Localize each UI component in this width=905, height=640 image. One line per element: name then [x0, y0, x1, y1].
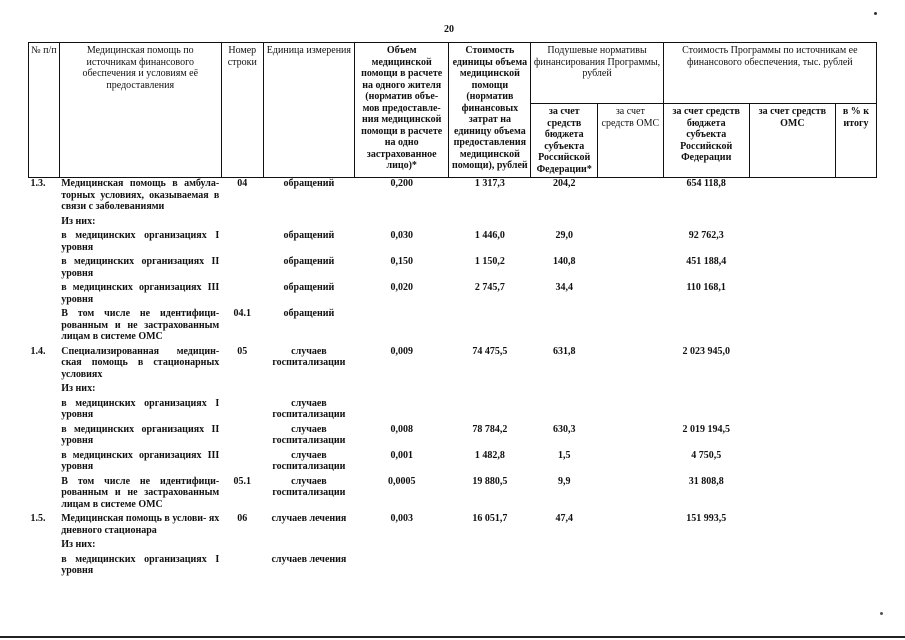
cell-description: в медицинских организациях I уровня [61, 397, 220, 420]
cell-percap-oms [598, 213, 664, 228]
cell-program-oms [749, 395, 835, 421]
cell-description: в медицинских организациях III уровня [61, 449, 220, 472]
cell-num [29, 253, 60, 279]
header-program-oms: за счет средств ОМС [749, 104, 835, 178]
scan-dot-top [874, 12, 877, 15]
header-program-pct: в % к итогу [835, 104, 876, 178]
cell-program-budget: 92 762,3 [688, 230, 724, 241]
cell-line-number: 06 [237, 513, 248, 524]
cell-program-budget: 654 118,8 [686, 178, 726, 189]
cell-percap-oms [598, 343, 664, 381]
page-number: 20 [444, 24, 454, 35]
cell-program-oms [749, 536, 835, 551]
cell-num [29, 305, 60, 343]
cell-line-number: 04 [237, 178, 248, 189]
cell-program-budget: 110 168,1 [686, 282, 726, 293]
cell-num [29, 421, 60, 447]
cell-unit [263, 380, 354, 395]
cell-program-pct [835, 227, 876, 253]
cell-volume: 0,008 [390, 423, 413, 435]
cell-unit: случаев лечения [271, 553, 347, 565]
cell-line-number: 04.1 [233, 308, 252, 319]
cell-percap-oms [598, 551, 664, 577]
cell-program-oms [749, 421, 835, 447]
cell-unit: случаев госпитализации [272, 449, 346, 472]
cell-description: Из них: [61, 383, 96, 394]
cell-volume: 0,0005 [387, 475, 416, 487]
cell-percap-budget: 1,5 [557, 449, 571, 461]
cell-percap-oms [598, 279, 664, 305]
program-cost-table [28, 42, 877, 577]
cell-line-number [221, 551, 263, 577]
cell-unit: обращений [283, 256, 335, 267]
cell-unit-cost: 1 317,3 [474, 178, 505, 189]
cell-program-pct [835, 447, 876, 473]
cell-program-oms [749, 279, 835, 305]
cell-line-number [221, 536, 263, 551]
cell-percap-oms [598, 447, 664, 473]
cell-unit: случаев лечения [271, 513, 347, 524]
cell-percap-budget [531, 213, 598, 228]
cell-volume: 0,150 [390, 256, 413, 267]
cell-percap-budget [531, 305, 598, 343]
cell-percap-budget: 47,4 [555, 513, 573, 524]
table-row [29, 213, 877, 228]
cell-num: 1.3. [30, 178, 46, 189]
cell-percap-budget: 631,8 [552, 345, 576, 357]
cell-program-pct [835, 380, 876, 395]
cell-percap-oms [598, 421, 664, 447]
cell-unit-cost: 74 475,5 [472, 345, 508, 357]
cell-program-pct [835, 279, 876, 305]
cell-volume [355, 380, 449, 395]
cell-line-number [221, 380, 263, 395]
header-program: Стоимость Программы по источникам ее финансового обеспечения, тыс. рублей [663, 43, 876, 104]
cell-unit-cost: 2 745,7 [474, 282, 505, 293]
cell-description: В том числе не идентифици- рованным и не застрахованным лицам в системе ОМС [61, 475, 220, 510]
cell-percap-budget: 204,2 [552, 178, 576, 189]
cell-num [29, 395, 60, 421]
table-row [29, 510, 877, 536]
table-row [29, 343, 877, 381]
cell-program-pct [835, 473, 876, 511]
cell-num [29, 551, 60, 577]
cell-volume [355, 305, 449, 343]
cell-unit: случаев госпитализации [272, 423, 346, 446]
cell-program-oms [749, 227, 835, 253]
cell-percap-budget: 29,0 [555, 230, 573, 241]
cell-description: Медицинская помощь в амбула- торных условиях, оказываемая в связи с заболеваниями [61, 178, 220, 212]
cell-num [29, 279, 60, 305]
cell-program-budget: 151 993,5 [686, 513, 727, 524]
cell-line-number: 05 [237, 345, 248, 357]
cell-line-number [221, 279, 263, 305]
cell-description: в медицинских организациях I уровня [61, 230, 220, 253]
table-row [29, 253, 877, 279]
cell-line-number [221, 447, 263, 473]
cell-unit-cost [449, 395, 531, 421]
header-percap-budget: за счет средств бюджета субъекта Российской Федерации* [531, 104, 598, 178]
cell-program-budget: 4 750,5 [691, 449, 722, 461]
cell-description: в медицинских организациях III уровня [61, 282, 220, 305]
table-body [29, 178, 877, 577]
cell-percap-oms [598, 178, 664, 213]
cell-program-budget: 451 188,4 [686, 256, 727, 267]
cell-program-oms [749, 473, 835, 511]
header-percap-oms: за счет средств ОМС [598, 104, 664, 178]
cell-program-pct [835, 395, 876, 421]
table-row [29, 551, 877, 577]
cell-percap-oms [598, 536, 664, 551]
cell-program-budget [663, 536, 749, 551]
cell-unit: обращений [283, 230, 335, 241]
cell-percap-budget: 34,4 [555, 282, 573, 293]
cell-program-pct [835, 551, 876, 577]
cell-program-budget [663, 380, 749, 395]
cell-line-number [221, 395, 263, 421]
cell-program-oms [749, 178, 835, 213]
cell-unit-cost: 16 051,7 [472, 513, 508, 524]
cell-unit-cost [449, 536, 531, 551]
table-row [29, 395, 877, 421]
cell-num [29, 380, 60, 395]
cell-num [29, 536, 60, 551]
cell-unit-cost: 78 784,2 [472, 423, 508, 435]
cell-program-oms [749, 510, 835, 536]
cell-unit: случаев госпитализации [272, 475, 346, 498]
cell-description: В том числе не идентифици- рованным и не застрахованным лицам в системе ОМС [61, 308, 220, 342]
cell-percap-budget: 140,8 [552, 256, 576, 267]
cell-volume [355, 213, 449, 228]
table-row [29, 421, 877, 447]
cell-num [29, 447, 60, 473]
header-volume: Объем медицинской помощи в расчете на одного жителя (норматив объе- мов предоставле- ния медицинской помощи в расчете на одно застрахованное лицо)* [355, 43, 449, 178]
cell-unit-cost [449, 380, 531, 395]
cell-unit: случаев госпитализации [272, 345, 346, 368]
cell-percap-budget: 9,9 [557, 475, 571, 487]
cell-num: 1.5. [30, 513, 46, 524]
cell-num [29, 213, 60, 228]
cell-unit-cost [449, 213, 531, 228]
cell-unit-cost [449, 305, 531, 343]
cell-program-pct [835, 178, 876, 213]
cell-percap-oms [598, 395, 664, 421]
cell-program-budget: 2 023 945,0 [682, 345, 730, 357]
cell-line-number [221, 253, 263, 279]
header-percap: Подушевые нормативы финансирования Программы, рублей [531, 43, 663, 104]
table-row [29, 380, 877, 395]
cell-unit: обращений [283, 178, 335, 189]
cell-program-pct [835, 213, 876, 228]
page-bottom-rule [0, 636, 905, 638]
table-row [29, 178, 877, 213]
cell-description: Специализированная медицин- ская помощь в стационарных условиях [61, 345, 220, 380]
cell-program-budget: 2 019 194,5 [682, 423, 730, 435]
cell-description: Из них: [61, 215, 96, 227]
cell-description: Из них: [61, 539, 96, 550]
cell-unit-cost [449, 551, 531, 577]
cell-volume [355, 536, 449, 551]
cell-description: в медицинских организациях II уровня [61, 423, 220, 446]
table-row [29, 305, 877, 343]
cell-percap-budget [531, 551, 598, 577]
cell-line-number [221, 213, 263, 228]
cell-percap-budget [531, 395, 598, 421]
cell-program-oms [749, 551, 835, 577]
cell-unit: случаев госпитализации [272, 397, 346, 420]
table-row [29, 536, 877, 551]
cell-unit-cost: 1 150,2 [474, 256, 505, 267]
header-line: Номер строки [221, 43, 263, 178]
cell-unit: обращений [283, 308, 335, 319]
cell-unit [263, 213, 354, 228]
cell-percap-oms [598, 253, 664, 279]
cell-line-number [221, 421, 263, 447]
cell-description: в медицинских организациях I уровня [61, 553, 220, 576]
table-row [29, 227, 877, 253]
cell-line-number [221, 227, 263, 253]
cell-description: в медицинских организациях II уровня [61, 256, 220, 279]
header-unit: Единица измерения [263, 43, 354, 178]
cell-num [29, 227, 60, 253]
cell-percap-oms [598, 380, 664, 395]
cell-percap-budget [531, 536, 598, 551]
cell-percap-budget [531, 380, 598, 395]
cell-num [29, 473, 60, 511]
cell-percap-oms [598, 305, 664, 343]
cell-line-number: 05.1 [233, 475, 252, 487]
cell-volume: 0,001 [390, 449, 413, 461]
cell-program-oms [749, 305, 835, 343]
header-care: Медицинская помощь по источникам финансового обеспечения и условиям её предоставления [59, 43, 221, 178]
cell-volume: 0,003 [390, 513, 413, 524]
table-row [29, 473, 877, 511]
cell-program-oms [749, 253, 835, 279]
cell-percap-oms [598, 227, 664, 253]
cell-volume [355, 395, 449, 421]
cell-unit-cost: 1 482,8 [474, 449, 505, 461]
scan-dot-bottom [880, 612, 883, 615]
cell-volume: 0,020 [390, 282, 413, 293]
cell-unit [263, 536, 354, 551]
cell-program-budget: 31 808,8 [688, 475, 724, 487]
cell-program-pct [835, 536, 876, 551]
cell-num: 1.4. [30, 345, 46, 357]
header-num: № п/п [29, 43, 60, 178]
table-row [29, 447, 877, 473]
header-program-budget: за счет средств бюджета субъекта Российской Федерации [663, 104, 749, 178]
cell-program-pct [835, 253, 876, 279]
cell-volume: 0,030 [390, 230, 413, 241]
cell-unit: обращений [283, 282, 335, 293]
table-row [29, 279, 877, 305]
cell-percap-oms [598, 473, 664, 511]
cell-program-budget [663, 305, 749, 343]
cell-program-oms [749, 343, 835, 381]
cell-program-budget [663, 395, 749, 421]
cell-program-pct [835, 510, 876, 536]
cell-percap-oms [598, 510, 664, 536]
cell-program-oms [749, 213, 835, 228]
cell-program-budget [663, 213, 749, 228]
cell-volume [355, 551, 449, 577]
cell-description: Медицинская помощь в услови- ях дневного стационара [61, 513, 220, 536]
cell-program-pct [835, 421, 876, 447]
cell-program-budget [663, 551, 749, 577]
cell-program-oms [749, 447, 835, 473]
header-cost: Стоимость единицы объема медицинской помощи (норматив финансовых затрат на единицу объема предоставления медицинской помощи), рублей [449, 43, 531, 178]
cell-program-oms [749, 380, 835, 395]
cell-program-pct [835, 343, 876, 381]
cell-volume: 0,200 [390, 178, 413, 189]
cell-unit-cost: 19 880,5 [472, 475, 508, 487]
cell-percap-budget: 630,3 [552, 423, 576, 435]
cell-unit-cost: 1 446,0 [474, 230, 505, 241]
cell-program-pct [835, 305, 876, 343]
cell-volume: 0,009 [390, 345, 413, 357]
